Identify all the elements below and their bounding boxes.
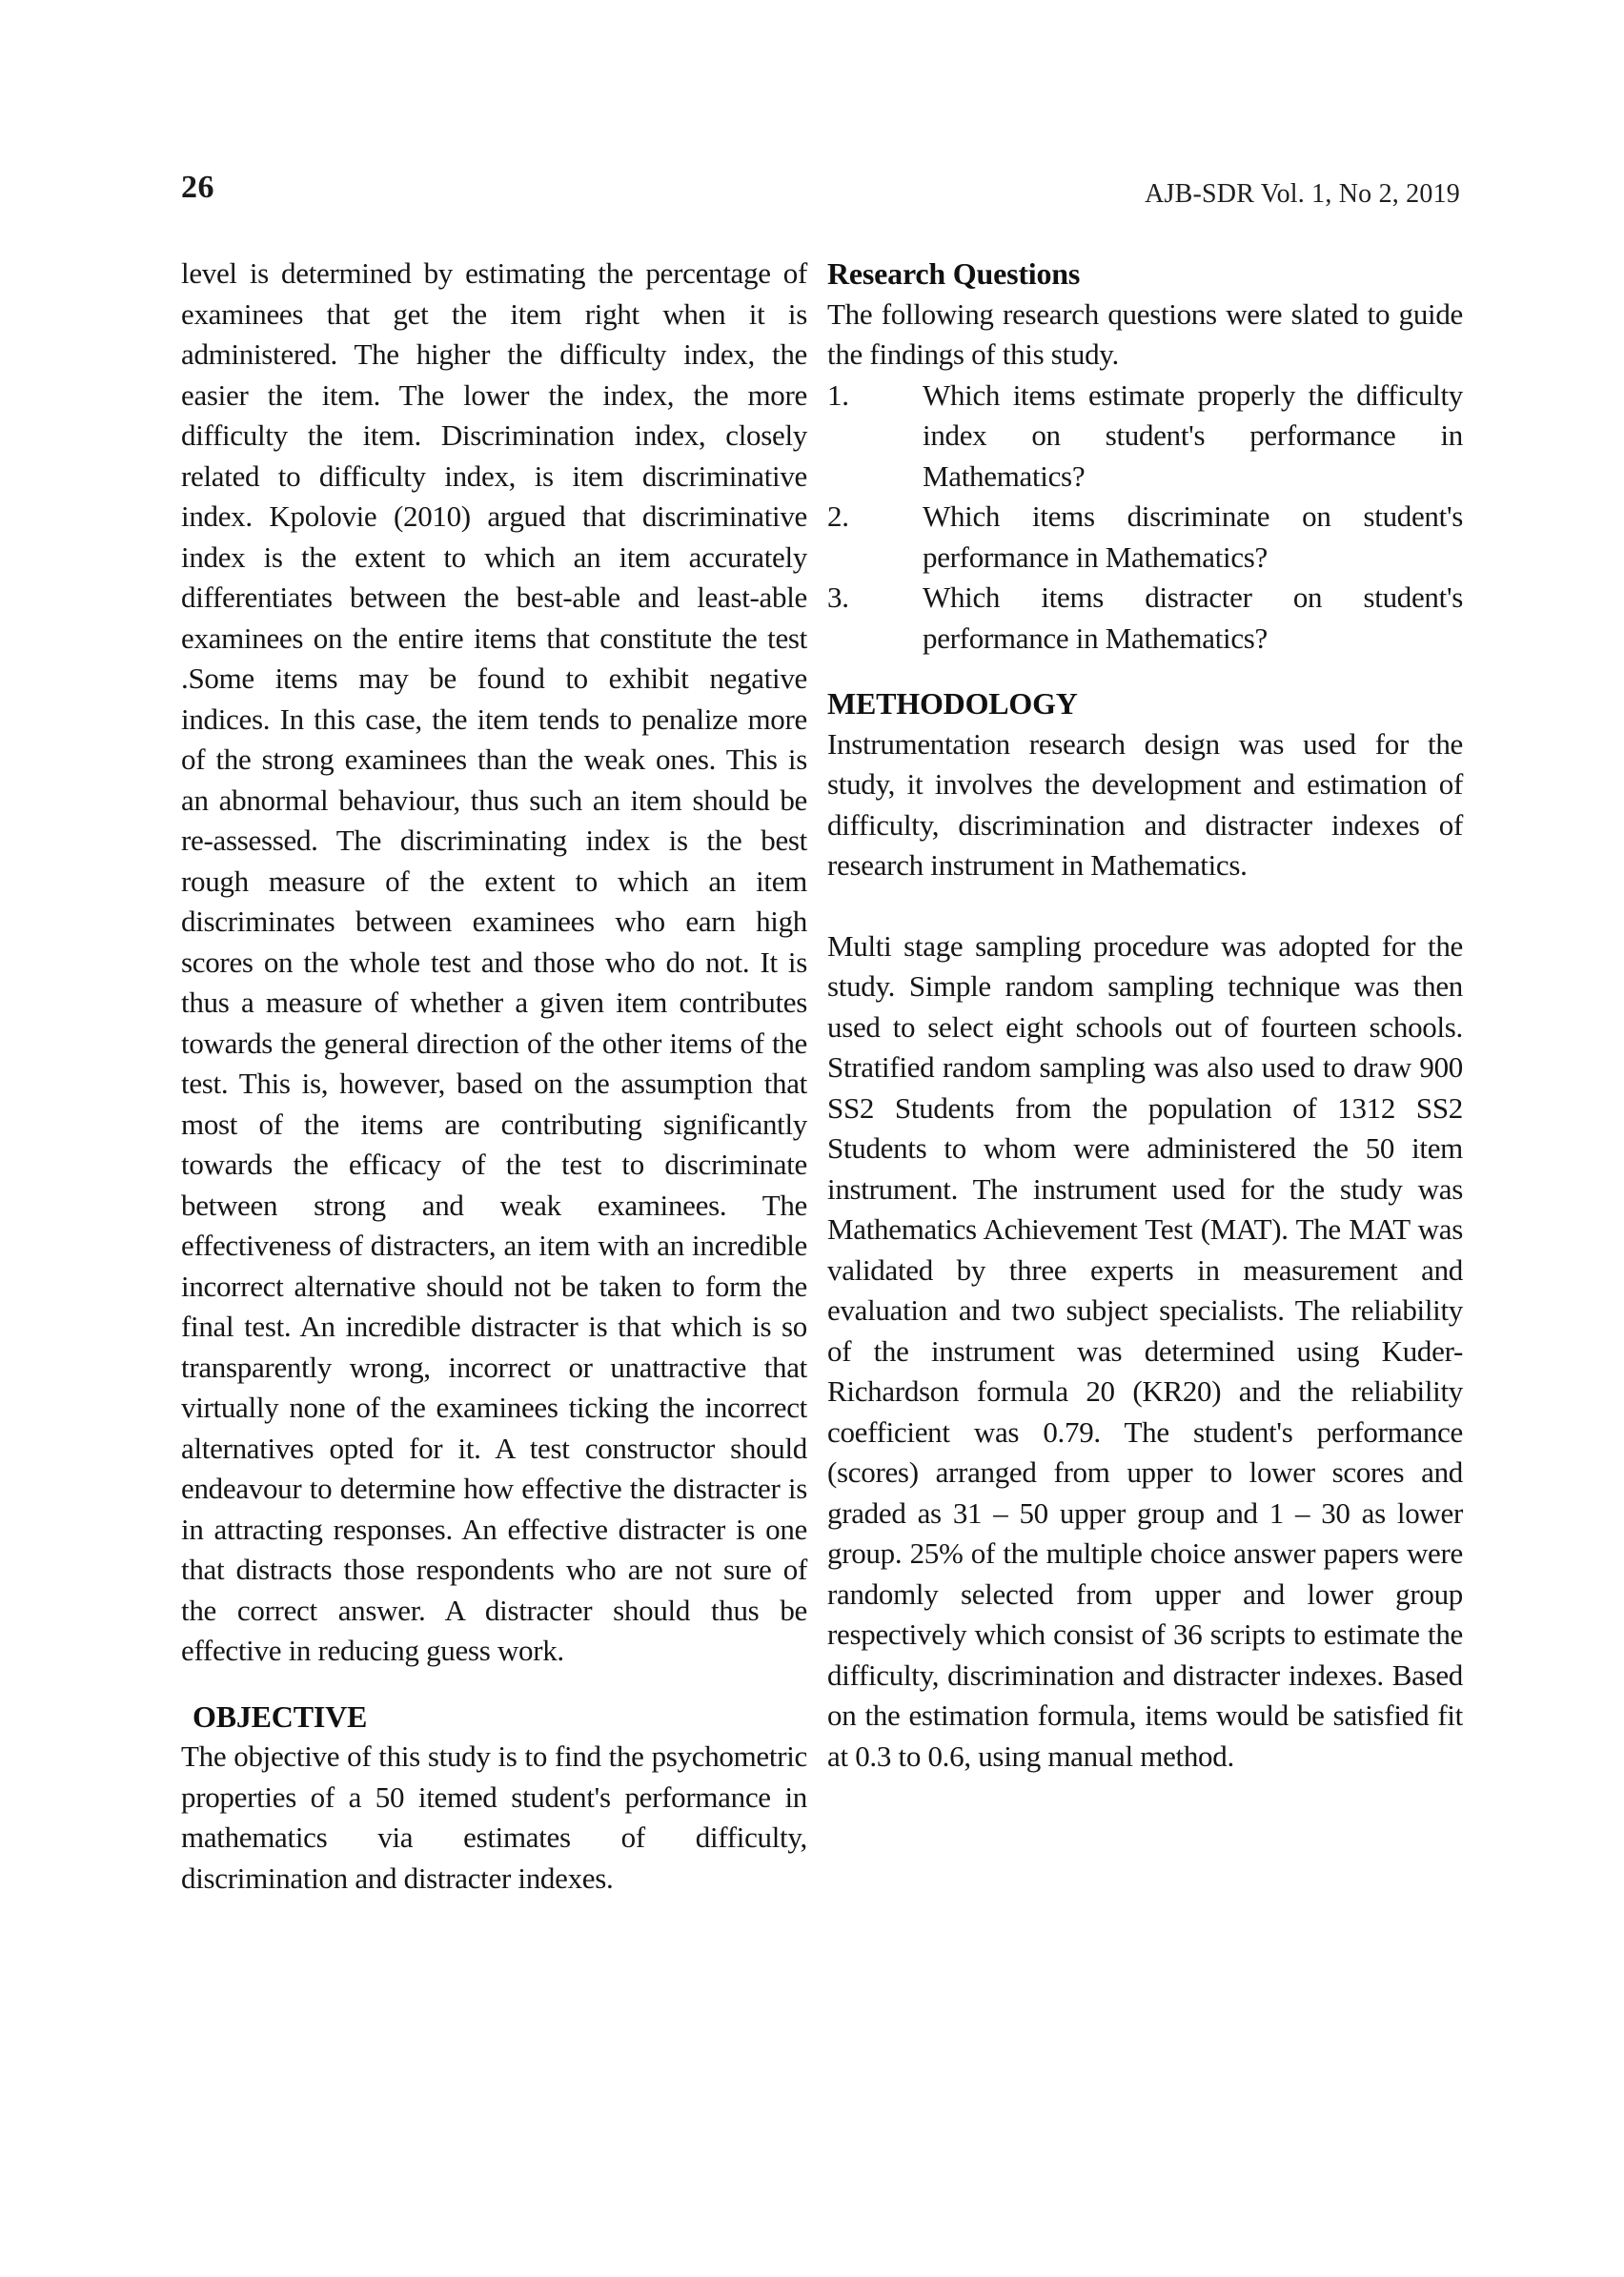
research-questions-list — [827, 376, 1463, 660]
methodology-design-paragraph: Instrumentation research design was used for the study, it involves the development and estimation of difficulty, discrimination and distracter indexes of research instrument in Mathematics. — [827, 726, 1463, 882]
methodology-sampling-paragraph: Multi stage sampling procedure was adopted for the study. Simple random sampling technique was then used to select eight schools out of fourteen schools. Stratified random sampling was also used to draw 900 SS2 Students from the population of 1312 SS2 Students to whom were administered the 50 item instrument. The instrument used for the study was Mathematics Achievement Test (MAT). The MAT was validated by three experts in measurement and evaluation and two subject specialists. The reliability of the instrument was determined using Kuder-Richardson formula 20 (KR20) and the reliability coefficient was 0.79. The student's performance (scores) arranged from upper to lower scores and graded as 31 – 50 upper group and 1 – 30 as lower group. 25% of the multiple choice answer papers were randomly selected from upper and lower group respectively which consist of 36 scripts to estimate the difficulty, discrimination and distracter indexes. Based on the estimation formula, items would be satisfied fit at 0.3 to 0.6, using manual method. — [827, 928, 1463, 1773]
right-column — [827, 254, 1463, 1777]
research-questions-heading: Research Questions — [827, 256, 1081, 291]
question-text: Which items discriminate on student's performance in Mathematics? — [923, 499, 1463, 574]
question-number: 1. — [827, 377, 849, 412]
left-column — [181, 254, 807, 1899]
research-question-item-2 — [827, 497, 1463, 578]
item-index-discussion-paragraph: level is determined by estimating the percentage of examinees that get the item right when it is administered. The higher the difficulty index, the easier the item. The lower the index, the more difficulty the item. Discrimination index, closely related to difficulty index, is item discriminative index. Kpolovie (2010) argued that discriminative index is the extent to which an item accurately differentiates between the best-able and least-able examinees on the entire items that constitute the test .Some items may be found to exhibit negative indices. In this case, the item tends to penalize more of the strong examinees than the weak ones. This is an abnormal behaviour, thus such an item should be re-assessed. The discriminating index is the best rough measure of the extent to which an item discriminates between examinees who earn high scores on the whole test and those who do not. It is thus a measure of whether a given item contributes towards the general direction of the other items of the test. This is, however, based on the assumption that most of the items are contributing significantly towards the efficacy of the test to discriminate between strong and weak examinees. The effectiveness of distracters, an item with an incredible incorrect alternative should not be taken to form the final test. An incredible distracter is that which is so transparently wrong, incorrect or unattractive that virtually none of the examinees ticking the incorrect alternatives opted for it. A test constructor should endeavour to determine how effective the distracter is in attracting responses. An effective distracter is one that distracts those respondents who are not sure of the correct answer. A distracter should thus be effective in reducing guess work. — [181, 256, 807, 1667]
objective-heading: OBJECTIVE — [193, 1698, 368, 1734]
question-text: Which items distracter on student's performance in Mathematics? — [923, 580, 1463, 655]
page-number: 26 — [181, 170, 214, 205]
objective-paragraph: The objective of this study is to find the psychometric properties of a 50 itemed student's performance in mathematics via estimates of difficulty, discrimination and distracter indexes. — [181, 1739, 807, 1895]
methodology-heading: METHODOLOGY — [827, 686, 1078, 721]
question-number: 2. — [827, 499, 849, 533]
question-number: 3. — [827, 580, 849, 614]
research-question-item-3 — [827, 578, 1463, 659]
journal-reference: AJB-SDR Vol. 1, No 2, 2019 — [1145, 179, 1460, 209]
research-question-item-1 — [827, 376, 1463, 498]
question-text: Which items estimate properly the difficulty index on student's performance in Mathematics? — [923, 377, 1463, 493]
research-questions-intro: The following research questions were slated to guide the findings of this study. — [827, 296, 1463, 371]
